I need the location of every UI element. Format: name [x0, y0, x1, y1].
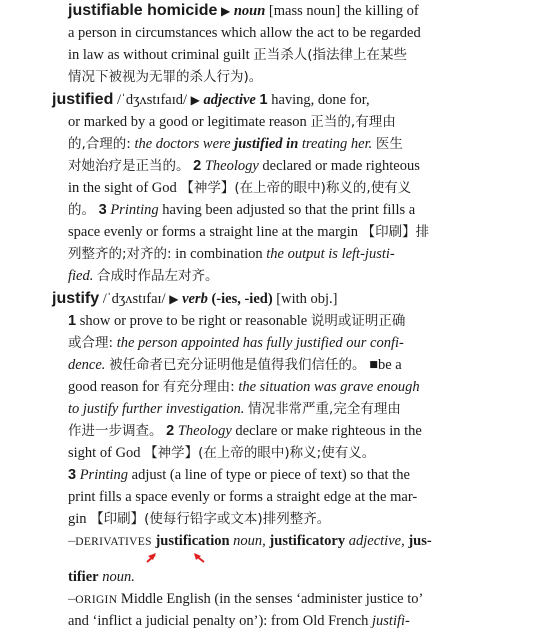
- pos-label: adjective: [203, 92, 256, 108]
- section-dash: –: [68, 591, 76, 607]
- red-arrow-icon-left: [147, 553, 156, 562]
- origin-line1: [68, 588, 543, 612]
- annotation-arrows: [140, 0, 220, 613]
- origin-text: and ‘inflict a judicial penalty on’): from Old French: [68, 613, 369, 629]
- definition-text: having, done for,: [271, 92, 370, 108]
- derivatives-label: DERIVATIVES: [75, 536, 152, 548]
- translation-text: 的,合理的:: [68, 136, 131, 152]
- derivative-word: jus-: [408, 533, 432, 549]
- example-text: to justify further investigation.: [68, 401, 245, 417]
- derivative-pos: noun.: [102, 569, 135, 585]
- triangle-marker-icon: ▶: [169, 292, 179, 306]
- headword-justify: justify: [52, 290, 100, 307]
- translation-text: 【印刷】(使每行铅字或文本)排列整齐。: [90, 511, 331, 527]
- definition-text: or marked by a good or legitimate reason: [68, 114, 307, 130]
- entry-justified-line1: [52, 89, 527, 113]
- pronunciation: /ˈdʒʌstɪfaɪd/: [116, 92, 188, 108]
- translation-text: 被任命者已充分证明他是值得我们信任的。: [109, 357, 366, 373]
- derivative-word: justification: [155, 533, 230, 549]
- translation-text: 正当的,有理由: [310, 114, 396, 130]
- translation-text: 正当杀人(指法律上在某些: [253, 47, 408, 63]
- translation-text: 或合理:: [68, 335, 114, 351]
- sense-number: 3: [98, 202, 107, 218]
- definition-text: space evenly or forms a straight line at the margin: [68, 224, 359, 240]
- sense-number: 2: [193, 158, 202, 174]
- translation-text: 列整齐的;对齐的:: [68, 246, 172, 262]
- example-text: fied.: [68, 268, 94, 284]
- example-headword: justified in: [234, 136, 299, 152]
- translation-text: 情况下被视为无罪的杀人行为)。: [68, 69, 263, 85]
- triangle-marker-icon: ▶: [190, 93, 200, 107]
- translation-text: 情况非常严重,完全有理由: [248, 401, 401, 417]
- grammar-note: [mass noun]: [268, 3, 341, 19]
- translation-text: 作进一步调查。: [68, 423, 163, 439]
- origin-term: justifi-: [372, 613, 410, 629]
- derivative-word: tifier: [68, 569, 99, 585]
- example-text: the situation was grave enough: [238, 379, 420, 395]
- definition-text: a person in circumstances which allow the act to be regarded: [68, 25, 421, 41]
- definition-text: good reason for: [68, 379, 160, 395]
- pos-label: noun: [233, 3, 266, 19]
- definition-text: gin: [68, 511, 87, 527]
- translation-text: 说明或证明正确: [310, 313, 406, 329]
- definition-text: in law as without criminal guilt: [68, 47, 250, 63]
- translation-text: 的。: [68, 202, 95, 218]
- origin-label: ORIGIN: [75, 594, 118, 606]
- translation-text: 有充分理由:: [162, 379, 235, 395]
- headword-justified: justified: [52, 91, 114, 108]
- definition-text: be a: [377, 357, 402, 373]
- definition-text: the killing of: [343, 3, 419, 19]
- definition-text: show or prove to be right or reasonable: [79, 313, 308, 329]
- origin-text: Middle English (in the senses ‘administer justice to’: [120, 591, 424, 607]
- sense-number: 1: [68, 313, 77, 329]
- example-text: the person appointed has fully justified our confi-: [116, 335, 404, 351]
- red-arrow-icon-right: [194, 553, 204, 562]
- definition-text: print fills a space evenly or forms a straight edge at the mar-: [68, 489, 418, 505]
- translation-text: 对她治疗是正当的。: [68, 158, 190, 174]
- definition-text: sight of God: [68, 445, 141, 461]
- headword-justifiable-homicide: justifiable homicide: [68, 2, 218, 19]
- grammar-note: [with obj.]: [276, 291, 338, 307]
- example-text: the doctors were: [134, 136, 231, 152]
- definition-text: in the sight of God: [68, 180, 177, 196]
- definition-text: adjust (a line of type or piece of text) so that the: [131, 467, 410, 483]
- entry-justify-line1: [52, 288, 527, 312]
- translation-text: 【神学】(在上帝的眼中)称义;使有义。: [144, 445, 376, 461]
- subject-label: Printing: [79, 467, 129, 483]
- origin-line2: [68, 610, 543, 634]
- subject-label: Theology: [204, 158, 259, 174]
- definition-text: declare or make righteous in the: [235, 423, 422, 439]
- definition-text: declared or made righteous: [262, 158, 420, 174]
- pos-label: verb: [182, 291, 208, 307]
- sense-number: 3: [68, 467, 77, 483]
- triangle-marker-icon: ▶: [220, 4, 231, 18]
- example-text: the output is left-justi-: [266, 246, 395, 262]
- example-text: dence.: [68, 357, 106, 373]
- derivative-pos: noun,: [233, 533, 266, 549]
- subject-label: Theology: [177, 423, 232, 439]
- translation-text: 医生: [375, 136, 403, 152]
- derivative-word: justificatory: [269, 533, 346, 549]
- derivatives-line2: [68, 566, 543, 590]
- translation-text: 【神学】(在上帝的眼中)称义的,使有义: [180, 180, 412, 196]
- translation-text: 【印刷】排: [361, 224, 430, 240]
- sense-number: 2: [166, 423, 175, 439]
- translation-text: 合成时作品左对齐。: [97, 268, 219, 284]
- definition-text: in combination: [175, 246, 263, 262]
- subject-label: Printing: [110, 202, 159, 218]
- sense-number: 1: [259, 92, 268, 108]
- pronunciation: /ˈdʒʌstɪfaɪ/: [102, 291, 166, 307]
- example-text: treating her.: [301, 136, 373, 152]
- derivative-pos: adjective,: [348, 533, 405, 549]
- inflections: (-ies, -ied): [211, 291, 273, 307]
- definition-text: having been adjusted so that the print fills a: [162, 202, 416, 218]
- square-bullet-icon: ■: [369, 357, 378, 373]
- section-dash: –: [68, 533, 76, 549]
